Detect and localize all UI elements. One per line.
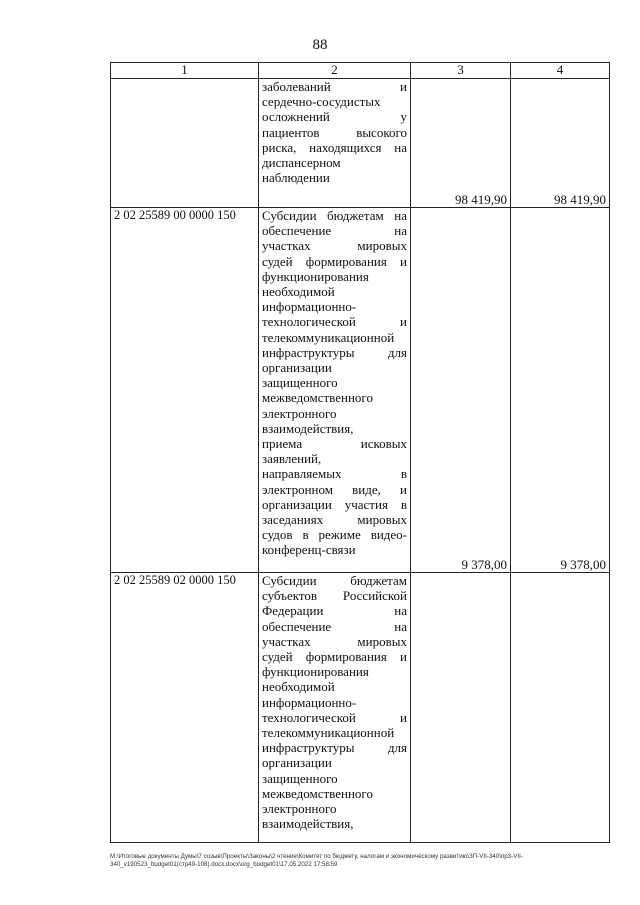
row-name-line: субъектов Российской bbox=[262, 588, 407, 604]
budget-table bbox=[110, 62, 610, 843]
row-value-col4: 98 419,90 bbox=[511, 79, 610, 208]
row-name-line: межведомственного bbox=[262, 785, 373, 801]
row-name-line: направляемых в bbox=[262, 466, 407, 482]
table-row bbox=[111, 79, 610, 208]
row-name-line: организации участия в bbox=[262, 496, 407, 512]
row-name-line: телекоммуникационной bbox=[262, 329, 395, 345]
row-name-line: необходимой bbox=[262, 284, 335, 300]
row-name-line: участках мировых bbox=[262, 238, 407, 254]
row-name-line: обеспечение на bbox=[262, 223, 407, 239]
row-name-line: информационно- bbox=[262, 694, 357, 710]
table-header bbox=[111, 63, 610, 79]
row-name-line: взаимодействия, bbox=[262, 420, 354, 436]
row-name-line: сердечно-сосудистых bbox=[262, 94, 381, 110]
row-name-line: защищенного bbox=[262, 770, 338, 786]
row-name-line: конференц-связи bbox=[262, 542, 356, 558]
row-name-line: организации bbox=[262, 360, 332, 376]
row-name-line: инфраструктуры для bbox=[262, 344, 407, 360]
header-col-2: 2 bbox=[259, 63, 411, 79]
row-name bbox=[259, 79, 411, 208]
row-value-col3: 98 419,90 bbox=[411, 79, 511, 208]
row-name-line: обеспечение на bbox=[262, 618, 407, 634]
row-name-line: риска, находящихся на bbox=[262, 139, 407, 155]
row-name-line: функционирования bbox=[262, 664, 369, 680]
row-name-line: необходимой bbox=[262, 679, 335, 695]
row-code bbox=[111, 79, 259, 208]
row-code: 2 02 25589 00 0000 150 bbox=[111, 208, 259, 573]
row-code: 2 02 25589 02 0000 150 bbox=[111, 573, 259, 843]
row-name-line: взаимодействия, bbox=[262, 816, 354, 832]
file-path-footer bbox=[110, 853, 609, 869]
footer-path-line-1: M:\Итоговые документы Думы\7 созыв\Проекты\Законы\2 чтение\Комитет по бюджету, налогам и экономическому развитию\ЗП-VII-340\пр3-VII- bbox=[110, 853, 523, 860]
row-value-col3: 9 378,00 bbox=[411, 208, 511, 573]
row-value-col3 bbox=[411, 573, 511, 843]
row-name bbox=[259, 208, 411, 573]
header-col-1: 1 bbox=[111, 63, 259, 79]
row-name-line: информационно- bbox=[262, 299, 357, 315]
table-row bbox=[111, 573, 610, 843]
row-name-line: пациентов высокого bbox=[262, 124, 407, 140]
row-name bbox=[259, 573, 411, 843]
header-col-4: 4 bbox=[511, 63, 610, 79]
row-name-lines bbox=[262, 573, 407, 831]
table-header-row bbox=[111, 63, 610, 79]
row-name-lines bbox=[262, 208, 407, 558]
row-name-line: судов в режиме видео- bbox=[262, 527, 407, 543]
row-name-lines bbox=[262, 79, 407, 185]
table-row bbox=[111, 208, 610, 573]
row-name-line: осложнений у bbox=[262, 109, 407, 125]
row-name-line: участках мировых bbox=[262, 633, 407, 649]
row-name-line: заседаниях мировых bbox=[262, 512, 407, 528]
row-name-line: Субсидии бюджетам bbox=[262, 573, 407, 588]
header-col-3: 3 bbox=[411, 63, 511, 79]
table-body bbox=[111, 79, 610, 843]
row-name-line: электронного bbox=[262, 405, 337, 421]
row-name-line: технологической и bbox=[262, 314, 407, 330]
footer-path-line-2: 340_v190523_budget01(стр49-108).docx.docx\org_budget01\17.05.2022 17:58:59 bbox=[110, 861, 338, 868]
row-name-line: заявлений, bbox=[262, 451, 322, 467]
row-name-line: судей формирования и bbox=[262, 253, 407, 269]
row-name-line: технологической и bbox=[262, 709, 407, 725]
row-value-col4: 9 378,00 bbox=[511, 208, 610, 573]
row-name-line: судей формирования и bbox=[262, 649, 407, 665]
row-name-line: диспансерном bbox=[262, 155, 341, 171]
row-name-line: заболеваний и bbox=[262, 79, 407, 94]
row-value-col4 bbox=[511, 573, 610, 843]
row-name-line: наблюдении bbox=[262, 170, 330, 186]
row-name-line: инфраструктуры для bbox=[262, 740, 407, 756]
page-number: 88 bbox=[312, 37, 328, 53]
row-name-line: Федерации на bbox=[262, 603, 407, 619]
row-name-line: электронном виде, и bbox=[262, 481, 407, 497]
row-name-line: приема исковых bbox=[262, 436, 407, 452]
row-name-line: организации bbox=[262, 755, 332, 771]
row-name-line: защищенного bbox=[262, 375, 338, 391]
row-name-line: межведомственного bbox=[262, 390, 373, 406]
row-name-line: электронного bbox=[262, 801, 337, 817]
row-name-line: телекоммуникационной bbox=[262, 725, 395, 741]
row-name-line: Субсидии бюджетам на bbox=[262, 208, 407, 223]
row-name-line: функционирования bbox=[262, 268, 369, 284]
